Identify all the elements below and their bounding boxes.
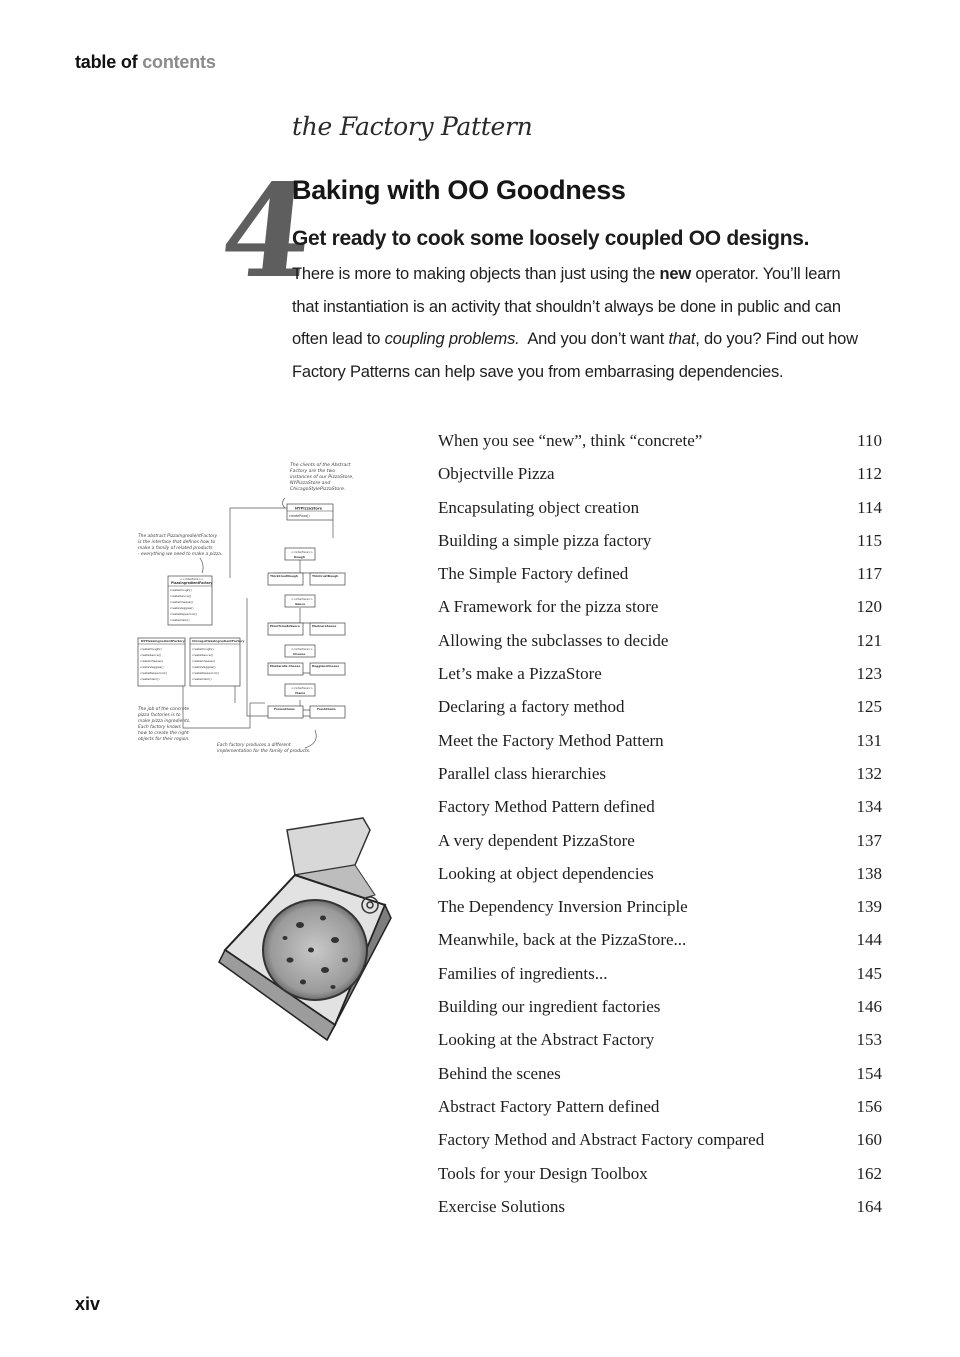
svg-text:ChicagoPizzaIngredientFactory: ChicagoPizzaIngredientFactory bbox=[192, 639, 245, 643]
toc-entry-title: Building our ingredient factories bbox=[438, 997, 661, 1017]
toc-entry-title: Allowing the subclasses to decide bbox=[438, 630, 669, 650]
toc-entry-title: Meanwhile, back at the PizzaStore... bbox=[438, 930, 687, 950]
toc-entry-page: 115 bbox=[857, 530, 882, 550]
intro-keyword-new: new bbox=[659, 265, 691, 283]
svg-text:createCheese(): createCheese() bbox=[192, 659, 215, 663]
toc-entry[interactable] bbox=[438, 624, 882, 657]
toc-entry[interactable] bbox=[438, 1190, 882, 1223]
page-number: xiv bbox=[75, 1294, 101, 1314]
intro-emphasis: coupling problems. bbox=[384, 330, 520, 349]
toc-entry-page: 121 bbox=[856, 630, 882, 650]
toc-entry[interactable] bbox=[438, 1123, 882, 1156]
uml-client-box bbox=[287, 504, 333, 520]
svg-text:createClam(): createClam() bbox=[170, 618, 190, 622]
intro-line-2: that instantiation is an activity that shouldn’t always be done in public and can bbox=[292, 297, 841, 316]
svg-text:pizza factories is to: pizza factories is to bbox=[138, 713, 181, 718]
svg-text:instances of our PizzaStore,: instances of our PizzaStore, bbox=[290, 475, 354, 480]
svg-text:createCheese(): createCheese() bbox=[170, 600, 193, 604]
toc-entry-title: A Framework for the pizza store bbox=[438, 597, 659, 617]
svg-text:createVeggies(): createVeggies() bbox=[170, 606, 194, 610]
svg-text:createSauce(): createSauce() bbox=[140, 653, 162, 657]
header-label-grey: contents bbox=[142, 52, 216, 72]
toc-entry-page: 164 bbox=[856, 1196, 882, 1216]
toc-entry-page: 137 bbox=[856, 830, 882, 850]
toc-entry-page: 144 bbox=[856, 930, 882, 950]
intro-text: , do you? Find out how bbox=[695, 330, 858, 349]
svg-text:make a family of related produ: make a family of related products bbox=[138, 546, 213, 551]
toc-entry[interactable] bbox=[438, 824, 882, 857]
svg-text:is the interface that defines: is the interface that defines how to bbox=[138, 540, 216, 545]
toc-entry[interactable] bbox=[438, 690, 882, 723]
toc-entry-title: Let’s make a PizzaStore bbox=[438, 664, 602, 684]
intro-text: often lead to bbox=[292, 330, 385, 349]
svg-text:<<interface>>: <<interface>> bbox=[291, 686, 313, 690]
header-label-bold: table of bbox=[75, 52, 138, 72]
note-bottom-left bbox=[137, 706, 191, 742]
toc-entry-page: 120 bbox=[856, 597, 882, 617]
svg-text:The job of the concrete: The job of the concrete bbox=[138, 707, 190, 712]
svg-text:MarinaraSauce: MarinaraSauce bbox=[312, 624, 337, 628]
svg-text:The clients of the Abstract: The clients of the Abstract bbox=[290, 463, 351, 468]
pizza-box-illustration bbox=[215, 810, 405, 1050]
svg-text:createDough(): createDough() bbox=[192, 647, 214, 651]
toc-entry[interactable] bbox=[438, 457, 882, 490]
toc-entry[interactable] bbox=[438, 990, 882, 1023]
toc-entry-page: 112 bbox=[857, 464, 882, 484]
uml-dough-family bbox=[268, 548, 345, 585]
svg-text:createDough(): createDough() bbox=[140, 647, 162, 651]
uml-abstract-factory-box bbox=[168, 576, 213, 625]
toc-entry-page: 156 bbox=[856, 1096, 882, 1116]
svg-text:createVeggies(): createVeggies() bbox=[140, 665, 164, 669]
toc-entry-page: 125 bbox=[856, 697, 882, 717]
svg-text:ReggianoCheese: ReggianoCheese bbox=[312, 664, 340, 668]
toc-entry[interactable] bbox=[438, 1023, 882, 1056]
toc-entry[interactable] bbox=[438, 1090, 882, 1123]
toc-entry-title: Objectville Pizza bbox=[438, 464, 555, 484]
toc-entry[interactable] bbox=[438, 424, 882, 457]
toc-entry-title: When you see “new”, think “concrete” bbox=[438, 431, 703, 450]
svg-text:createSauce(): createSauce() bbox=[192, 653, 214, 657]
svg-text:Each factory knows: Each factory knows bbox=[138, 725, 181, 730]
svg-text:createClam(): createClam() bbox=[192, 677, 212, 681]
toc-entry-page: 131 bbox=[856, 730, 882, 750]
svg-text:Sauce: Sauce bbox=[295, 602, 306, 606]
toc-entry[interactable] bbox=[438, 1057, 882, 1090]
toc-entry-title: Behind the scenes bbox=[438, 1063, 561, 1083]
toc-entry-title: Abstract Factory Pattern defined bbox=[438, 1096, 660, 1116]
svg-text:Clams: Clams bbox=[295, 691, 306, 695]
svg-text:createClam(): createClam() bbox=[140, 677, 160, 681]
toc-entry-title: Building a simple pizza factory bbox=[438, 530, 652, 550]
toc-entry-title: Tools for your Design Toolbox bbox=[438, 1163, 648, 1183]
toc-entry-title: Factory Method Pattern defined bbox=[438, 797, 655, 817]
svg-text:ThinCrustDough: ThinCrustDough bbox=[312, 574, 339, 578]
toc-entry-title: The Simple Factory defined bbox=[438, 564, 629, 584]
svg-text:<<interface>>: <<interface>> bbox=[291, 597, 313, 601]
toc-entry-page: 123 bbox=[856, 664, 882, 684]
chapter-number: 4 bbox=[214, 157, 313, 307]
intro-line-3 bbox=[292, 323, 872, 356]
toc-entry-title: Looking at object dependencies bbox=[438, 863, 654, 883]
svg-text:ThickCrustDough: ThickCrustDough bbox=[270, 574, 298, 578]
toc-entry-title: Families of ingredients... bbox=[438, 963, 608, 983]
toc-entry-page: 160 bbox=[856, 1130, 882, 1150]
toc-entry-page: 134 bbox=[856, 797, 882, 817]
toc-entry-title: Exercise Solutions bbox=[438, 1196, 566, 1216]
toc-entry-title: The Dependency Inversion Principle bbox=[438, 897, 688, 917]
svg-text:<<interface>>: <<interface>> bbox=[291, 647, 313, 651]
toc-entry[interactable] bbox=[438, 923, 882, 956]
note-top-right bbox=[290, 462, 354, 492]
toc-entry-title: Encapsulating object creation bbox=[438, 497, 640, 517]
running-header bbox=[75, 52, 216, 73]
toc-entry[interactable] bbox=[438, 590, 882, 623]
toc-entry[interactable] bbox=[438, 790, 882, 823]
svg-text:FreshClams: FreshClams bbox=[317, 707, 336, 711]
toc-entry[interactable] bbox=[438, 491, 882, 524]
toc-entry-page: 110 bbox=[857, 431, 882, 450]
svg-text:PizzaIngredientFactory: PizzaIngredientFactory bbox=[171, 581, 213, 585]
svg-text:createVeggies(): createVeggies() bbox=[192, 665, 216, 669]
svg-text:make pizza ingredients.: make pizza ingredients. bbox=[138, 719, 191, 724]
toc-entry-page: 145 bbox=[856, 963, 882, 983]
toc-entry-page: 132 bbox=[856, 763, 882, 783]
svg-text:- everything we need to make a: - everything we need to make a pizza. bbox=[138, 552, 223, 557]
toc-entry-title: Parallel class hierarchies bbox=[438, 763, 607, 783]
intro-text: operator. You’ll learn bbox=[690, 265, 841, 283]
toc-entry-page: 138 bbox=[856, 863, 882, 883]
svg-text:implementation for the family: implementation for the family of products. bbox=[217, 749, 311, 754]
toc-entry[interactable] bbox=[438, 757, 882, 790]
toc-entry[interactable] bbox=[438, 724, 882, 757]
chapter-tagline: Get ready to cook some loosely coupled OO designs. bbox=[292, 227, 810, 250]
svg-text:createDough(): createDough() bbox=[170, 588, 192, 592]
svg-text:Factory are the two: Factory are the two bbox=[290, 469, 336, 474]
toc-entry[interactable] bbox=[438, 1157, 882, 1190]
svg-text:createPepperoni(): createPepperoni() bbox=[170, 612, 197, 616]
toc-entry-title: Factory Method and Abstract Factory compared bbox=[438, 1130, 765, 1150]
svg-text:Each factory produces a differ: Each factory produces a different bbox=[217, 743, 291, 748]
toc-entry[interactable] bbox=[438, 957, 882, 990]
svg-text:NYPizzaIngredientFactory: NYPizzaIngredientFactory bbox=[141, 639, 185, 643]
toc-entry[interactable] bbox=[438, 557, 882, 590]
abstract-factory-diagram bbox=[135, 458, 365, 758]
svg-text:FrozenClams: FrozenClams bbox=[274, 707, 295, 711]
toc-entry-page: 146 bbox=[856, 997, 882, 1017]
svg-text:createSauce(): createSauce() bbox=[170, 594, 192, 598]
chapter-intro bbox=[292, 258, 872, 389]
chapter-title: Baking with OO Goodness bbox=[292, 175, 626, 205]
svg-text:Cheese: Cheese bbox=[293, 652, 306, 656]
toc-entry-page: 154 bbox=[856, 1063, 882, 1083]
svg-text:ChicagoStylePizzaStore.: ChicagoStylePizzaStore. bbox=[290, 487, 346, 492]
toc-entry-page: 114 bbox=[857, 497, 882, 517]
svg-text:PlumTomatoSauce: PlumTomatoSauce bbox=[270, 624, 300, 628]
toc-entry-page: 139 bbox=[856, 897, 882, 917]
svg-text:how to create the right: how to create the right bbox=[138, 731, 189, 736]
intro-emphasis: that bbox=[668, 330, 696, 349]
uml-ny-factory-box bbox=[138, 638, 185, 686]
uml-clams-family bbox=[268, 684, 345, 718]
toc-entry-page: 117 bbox=[857, 564, 882, 584]
svg-text:createPepperoni(): createPepperoni() bbox=[140, 671, 167, 675]
toc-entry[interactable] bbox=[438, 524, 882, 557]
svg-text:Dough: Dough bbox=[294, 555, 305, 559]
toc-entry[interactable] bbox=[438, 857, 882, 890]
svg-text:NYPizzaStore: NYPizzaStore bbox=[295, 506, 323, 511]
toc-entry-title: Meet the Factory Method Pattern bbox=[438, 730, 664, 750]
chapter-subtitle: the Factory Pattern bbox=[292, 112, 533, 141]
svg-text:<<interface>>: <<interface>> bbox=[291, 550, 313, 554]
intro-text: And you don’t want bbox=[519, 330, 669, 349]
svg-text:createCheese(): createCheese() bbox=[140, 659, 163, 663]
toc-entry-title: Declaring a factory method bbox=[438, 697, 625, 717]
toc-entry[interactable] bbox=[438, 657, 882, 690]
note-bottom bbox=[217, 742, 310, 754]
pizza bbox=[263, 900, 367, 1000]
svg-text:NYPizzaStore and: NYPizzaStore and bbox=[290, 481, 331, 486]
svg-text:createPizza(): createPizza() bbox=[289, 514, 310, 518]
svg-text:Mozzarella Cheese: Mozzarella Cheese bbox=[270, 664, 301, 668]
toc-entry-page: 162 bbox=[856, 1163, 882, 1183]
uml-sauce-family bbox=[268, 595, 345, 635]
uml-cheese-family bbox=[268, 645, 345, 675]
intro-line-4: Factory Patterns can help save you from embarrasing dependencies. bbox=[292, 363, 784, 382]
toc-entry-title: A very dependent PizzaStore bbox=[438, 830, 635, 850]
toc-list bbox=[438, 424, 882, 1223]
intro-line-1 bbox=[292, 258, 872, 291]
toc-entry[interactable] bbox=[438, 890, 882, 923]
intro-text: There is more to making objects than just using the bbox=[292, 265, 660, 283]
svg-text:The abstract PizzaIngredientFa: The abstract PizzaIngredientFactory bbox=[138, 534, 218, 539]
svg-text:createPepperoni(): createPepperoni() bbox=[192, 671, 219, 675]
toc-entry-title: Looking at the Abstract Factory bbox=[438, 1030, 655, 1050]
toc-entry-page: 153 bbox=[856, 1030, 882, 1050]
svg-text:objects for their region.: objects for their region. bbox=[138, 737, 190, 742]
uml-chicago-factory-box bbox=[190, 638, 244, 686]
note-left bbox=[138, 533, 222, 557]
svg-text:<<interface>>: <<interface>> bbox=[180, 577, 204, 581]
